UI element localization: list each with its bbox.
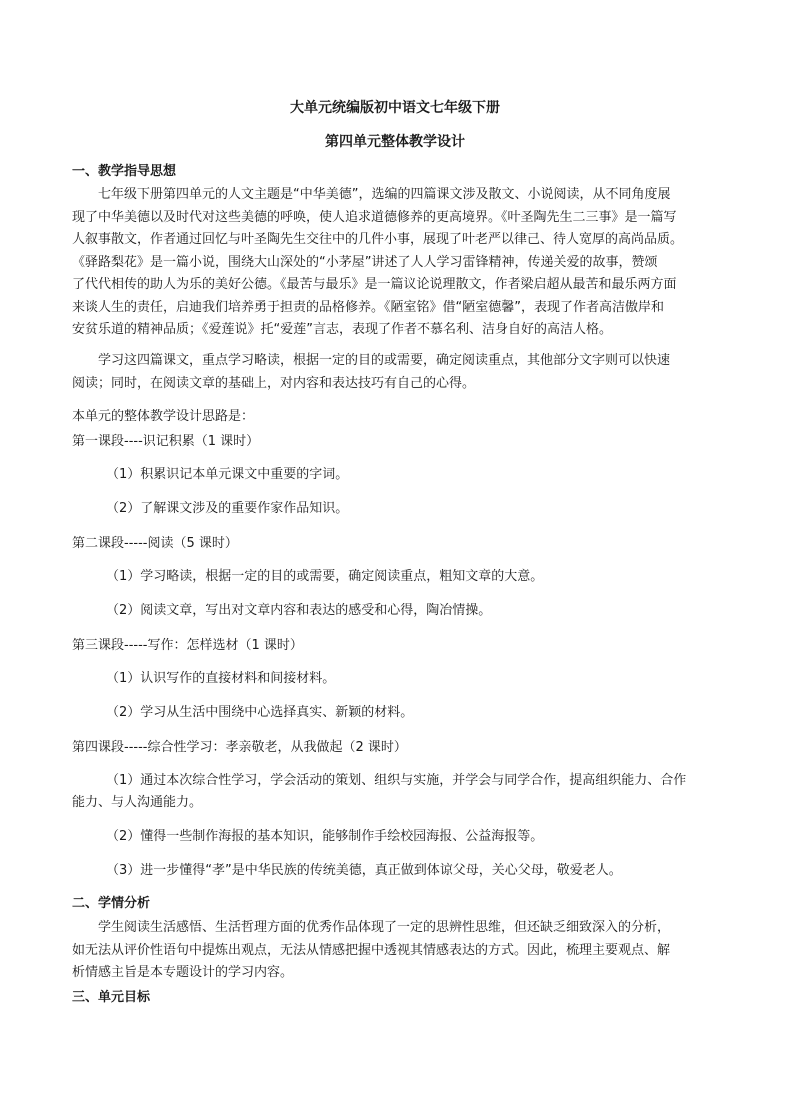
paragraph-line: 学习这四篇课文，重点学习略读，根据一定的目的或需要，确定阅读重点，其他部分文字则可以快速 bbox=[98, 353, 671, 368]
stage-4-item: （1）通过本次综合性学习，学会活动的策划、组织与实施，并学会与同学合作，提高组织能力、合作 bbox=[106, 773, 687, 788]
paragraph-line: 安贫乐道的精神品质；《爱莲说》托“爱莲”言志，表现了作者不慕名利、洁身自好的高洁人格。 bbox=[72, 322, 612, 337]
paragraph-line: 如无法从评价性语句中提炼出观点，无法从情感把握中透视其情感表达的方式。因此，梳理主要观点、解 bbox=[72, 943, 671, 958]
section-heading-unit-goals: 三、单元目标 bbox=[72, 990, 151, 1005]
paragraph-line: 了代代相传的助人为乐的美好公德。《最苦与最乐》是一篇议论说理散文，作者梁启超从最苦和最乐两方面 bbox=[72, 277, 677, 292]
section-heading-learning-analysis: 二、学情分析 bbox=[72, 896, 151, 911]
stage-1-item: （2）了解课文涉及的重要作家作品知识。 bbox=[106, 501, 349, 516]
paragraph-line: 来谈人生的责任，启迪我们培养勇于担责的品格修养。《陋室铭》借“陋室德馨”，表现了作者高洁傲岸和 bbox=[72, 300, 664, 315]
stage-4-title: 第四课段-----综合性学习：孝亲敬老，从我做起（2 课时） bbox=[72, 740, 407, 755]
stage-2-item: （2）阅读文章，写出对文章内容和表达的感受和心得，陶冶情操。 bbox=[106, 603, 492, 618]
paragraph-line: 阅读；同时，在阅读文章的基础上，对内容和表达技巧有自己的心得。 bbox=[72, 376, 476, 391]
stage-3-item: （2）学习从生活中围绕中心选择真实、新颖的材料。 bbox=[106, 705, 414, 720]
paragraph-line: 析情感主旨是本专题设计的学习内容。 bbox=[72, 965, 294, 980]
design-intro-text: 本单元的整体教学设计思路是： bbox=[72, 409, 255, 424]
stage-4-item: （3）进一步懂得“孝”是中华民族的传统美德，真正做到体谅父母，关心父母，敬爱老人。 bbox=[106, 863, 622, 878]
paragraph-line: 学生阅读生活感悟、生活哲理方面的优秀作品体现了一定的思辨性思维，但还缺乏细致深入的分析， bbox=[98, 920, 671, 935]
stage-2-title: 第二课段-----阅读（5 课时） bbox=[72, 536, 238, 551]
stage-4-item-continued: 能力、与人沟通能力。 bbox=[72, 795, 203, 810]
paragraph-line: 《驿路梨花》是一篇小说，围绕大山深处的“小茅屋”讲述了人人学习雷锋精神，传递关爱的故事，赞颂 bbox=[72, 255, 658, 270]
section-heading-guiding-ideology: 一、教学指导思想 bbox=[72, 164, 177, 179]
paragraph-line: 现了中华美德以及时代对这些美德的呼唤，使人追求道德修养的更高境界。《叶圣陶先生二三事》是一篇写 bbox=[72, 210, 677, 225]
stage-3-title: 第三课段-----写作：怎样选材（1 课时） bbox=[72, 638, 303, 653]
stage-4-item: （2）懂得一些制作海报的基本知识，能够制作手绘校园海报、公益海报等。 bbox=[106, 829, 544, 844]
stage-1-item: （1）积累识记本单元课文中重要的字词。 bbox=[106, 467, 349, 482]
stage-3-item: （1）认识写作的直接材料和间接材料。 bbox=[106, 671, 336, 686]
paragraph-line: 人叙事散文，作者通过回忆与叶圣陶先生交往中的几件小事，展现了叶老严以律己、待人宽厚的高尚品质。 bbox=[72, 232, 684, 247]
document-subtitle: 第四单元整体教学设计 bbox=[325, 134, 465, 150]
paragraph-line: 七年级下册第四单元的人文主题是“中华美德”，选编的四篇课文涉及散文、小说阅读，从不同角度展 bbox=[98, 187, 671, 202]
stage-1-title: 第一课段----识记积累（1 课时） bbox=[72, 434, 260, 449]
stage-2-item: （1）学习略读，根据一定的目的或需要，确定阅读重点，粗知文章的大意。 bbox=[106, 569, 544, 584]
document-title: 大单元统编版初中语文七年级下册 bbox=[290, 100, 500, 116]
